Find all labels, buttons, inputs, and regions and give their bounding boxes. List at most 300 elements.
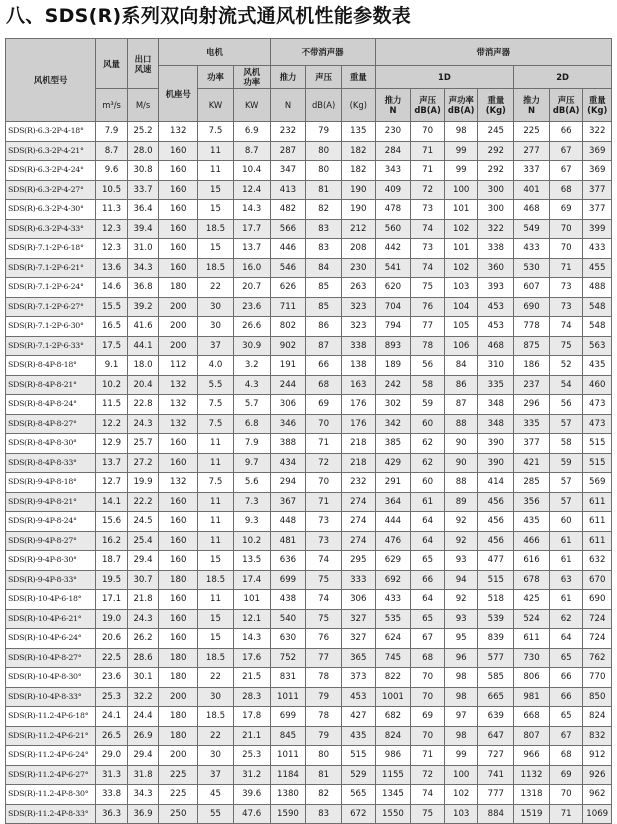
table-row (6, 356, 612, 376)
cell-model: SDS(R)-6.3-2P-4-21° (6, 141, 96, 161)
cell-w2: 377 (583, 200, 612, 220)
cell-flow: 17.5 (96, 336, 128, 356)
cell-p1: 92 (444, 590, 478, 610)
cell-model: SDS(R)-6.3-2P-4-33° (6, 219, 96, 239)
cell-t1: 682 (375, 707, 411, 727)
cell-w1: 539 (478, 609, 514, 629)
cell-t1: 1345 (375, 785, 411, 805)
table-row (6, 512, 612, 532)
cell-s1: 74 (411, 258, 445, 278)
cell-fan-power: 6.9 (233, 122, 270, 142)
cell-model: SDS(R)-10-4P-6-24° (6, 629, 96, 649)
cell-power: 7.5 (198, 395, 234, 415)
cell-nt: 902 (270, 336, 306, 356)
cell-flow: 10.5 (96, 180, 128, 200)
cell-t2: 616 (514, 551, 550, 571)
header-sound: 声压 (306, 66, 342, 89)
cell-model: SDS(R)-8-4P-8-33° (6, 453, 96, 473)
cell-nt: 1590 (270, 804, 306, 824)
cell-nt: 636 (270, 551, 306, 571)
cell-speed: 22.8 (127, 395, 159, 415)
cell-ns: 83 (306, 239, 342, 259)
cell-t1: 1155 (375, 765, 411, 785)
cell-seat: 160 (159, 239, 198, 259)
header-power: 功率 (198, 66, 234, 89)
cell-nw: 529 (341, 765, 375, 785)
cell-p1: 93 (444, 551, 478, 571)
cell-w2: 488 (583, 278, 612, 298)
cell-nw: 138 (341, 356, 375, 376)
cell-w1: 477 (478, 551, 514, 571)
cell-t2: 611 (514, 629, 550, 649)
table-row (6, 726, 612, 746)
cell-seat: 132 (159, 473, 198, 493)
cell-w2: 435 (583, 356, 612, 376)
cell-flow: 13.7 (96, 453, 128, 473)
cell-flow: 12.3 (96, 219, 128, 239)
cell-p1: 106 (444, 336, 478, 356)
cell-seat: 180 (159, 278, 198, 298)
cell-speed: 20.4 (127, 375, 159, 395)
cell-s1: 70 (411, 668, 445, 688)
cell-t1: 560 (375, 219, 411, 239)
cell-fan-power: 30.9 (233, 336, 270, 356)
cell-nw: 435 (341, 726, 375, 746)
cell-s2: 74 (549, 317, 583, 337)
cell-t2: 296 (514, 395, 550, 415)
cell-speed: 21.8 (127, 590, 159, 610)
cell-fan-power: 21.5 (233, 668, 270, 688)
cell-w2: 762 (583, 648, 612, 668)
cell-s2: 56 (549, 395, 583, 415)
cell-w2: 515 (583, 453, 612, 473)
cell-ns: 68 (306, 375, 342, 395)
cell-power: 22 (198, 726, 234, 746)
cell-seat: 160 (159, 434, 198, 454)
cell-nt: 191 (270, 356, 306, 376)
cell-power: 22 (198, 278, 234, 298)
cell-flow: 25.3 (96, 687, 128, 707)
cell-fan-power: 6.8 (233, 414, 270, 434)
cell-nw: 295 (341, 551, 375, 571)
cell-model: SDS(R)-11.2-4P-8-33° (6, 804, 96, 824)
cell-fan-power: 5.6 (233, 473, 270, 493)
cell-flow: 29.0 (96, 746, 128, 766)
cell-ns: 80 (306, 161, 342, 181)
cell-w1: 338 (478, 239, 514, 259)
cell-w1: 456 (478, 492, 514, 512)
cell-w1: 453 (478, 317, 514, 337)
cell-t2: 335 (514, 414, 550, 434)
cell-p1: 99 (444, 161, 478, 181)
cell-nw: 176 (341, 414, 375, 434)
cell-fan-power: 12.1 (233, 609, 270, 629)
cell-t2: 435 (514, 512, 550, 532)
cell-s2: 70 (549, 785, 583, 805)
cell-p1: 101 (444, 200, 478, 220)
cell-power: 18.5 (198, 219, 234, 239)
cell-s1: 56 (411, 356, 445, 376)
cell-s2: 57 (549, 473, 583, 493)
cell-s2: 54 (549, 375, 583, 395)
cell-seat: 132 (159, 122, 198, 142)
cell-s2: 67 (549, 161, 583, 181)
cell-s2: 62 (549, 609, 583, 629)
cell-seat: 160 (159, 258, 198, 278)
cell-s1: 78 (411, 336, 445, 356)
cell-power: 11 (198, 453, 234, 473)
cell-nw: 274 (341, 492, 375, 512)
cell-w1: 884 (478, 804, 514, 824)
cell-p1: 98 (444, 726, 478, 746)
cell-model: SDS(R)-11.2-4P-6-24° (6, 746, 96, 766)
cell-speed: 41.6 (127, 317, 159, 337)
header-fan-power (233, 66, 270, 89)
cell-t2: 690 (514, 297, 550, 317)
cell-t2: 285 (514, 473, 550, 493)
cell-s2: 67 (549, 726, 583, 746)
cell-t2: 530 (514, 258, 550, 278)
cell-w2: 632 (583, 551, 612, 571)
cell-flow: 16.5 (96, 317, 128, 337)
cell-fan-power: 3.2 (233, 356, 270, 376)
cell-speed: 29.4 (127, 551, 159, 571)
cell-t2: 875 (514, 336, 550, 356)
cell-p1: 98 (444, 122, 478, 142)
cell-nw: 373 (341, 668, 375, 688)
cell-t1: 986 (375, 746, 411, 766)
cell-w2: 433 (583, 239, 612, 259)
cell-flow: 26.5 (96, 726, 128, 746)
table-row (6, 765, 612, 785)
cell-p1: 100 (444, 180, 478, 200)
cell-w2: 399 (583, 219, 612, 239)
cell-speed: 36.4 (127, 200, 159, 220)
cell-speed: 25.2 (127, 122, 159, 142)
cell-t2: 237 (514, 375, 550, 395)
cell-p1: 88 (444, 414, 478, 434)
cell-ns: 79 (306, 122, 342, 142)
cell-w1: 335 (478, 375, 514, 395)
cell-t2: 1318 (514, 785, 550, 805)
cell-model: SDS(R)-8-4P-8-18° (6, 356, 96, 376)
cell-fan-power: 26.6 (233, 317, 270, 337)
cell-model: SDS(R)-7.1-2P-6-30° (6, 317, 96, 337)
cell-model: SDS(R)-11.2-4P-8-30° (6, 785, 96, 805)
table-row (6, 590, 612, 610)
cell-seat: 160 (159, 551, 198, 571)
cell-ns: 66 (306, 356, 342, 376)
unit-weight: (Kg) (341, 89, 375, 122)
cell-power: 55 (198, 804, 234, 824)
cell-nt: 752 (270, 648, 306, 668)
cell-nw: 453 (341, 687, 375, 707)
cell-flow: 15.6 (96, 512, 128, 532)
cell-power: 5.5 (198, 375, 234, 395)
cell-model: SDS(R)-9-4P-8-18° (6, 473, 96, 493)
cell-s1: 75 (411, 804, 445, 824)
cell-speed: 28.0 (127, 141, 159, 161)
cell-s1: 67 (411, 629, 445, 649)
cell-ns: 82 (306, 785, 342, 805)
unit-power: KW (198, 89, 234, 122)
cell-ns: 71 (306, 492, 342, 512)
cell-seat: 160 (159, 629, 198, 649)
cell-t2: 806 (514, 668, 550, 688)
cell-nw: 218 (341, 434, 375, 454)
cell-flow: 12.3 (96, 239, 128, 259)
table-row (6, 707, 612, 727)
cell-ns: 78 (306, 668, 342, 688)
cell-fan-power: 10.2 (233, 531, 270, 551)
table-row (6, 746, 612, 766)
cell-seat: 132 (159, 414, 198, 434)
cell-speed: 25.4 (127, 531, 159, 551)
table-row (6, 122, 612, 142)
cell-p1: 101 (444, 239, 478, 259)
cell-t2: 1132 (514, 765, 550, 785)
cell-fan-power: 13.5 (233, 551, 270, 571)
cell-power: 15 (198, 551, 234, 571)
cell-power: 4.0 (198, 356, 234, 376)
cell-w2: 690 (583, 590, 612, 610)
cell-w1: 585 (478, 668, 514, 688)
cell-p1: 104 (444, 297, 478, 317)
cell-t1: 1001 (375, 687, 411, 707)
cell-s2: 61 (549, 531, 583, 551)
cell-s2: 71 (549, 804, 583, 824)
cell-speed: 31.8 (127, 765, 159, 785)
cell-speed: 30.8 (127, 161, 159, 181)
cell-nt: 699 (270, 570, 306, 590)
cell-nt: 699 (270, 707, 306, 727)
table-row (6, 531, 612, 551)
cell-w1: 245 (478, 122, 514, 142)
cell-s2: 57 (549, 414, 583, 434)
cell-model: SDS(R)-7.1-2P-6-21° (6, 258, 96, 278)
cell-t1: 284 (375, 141, 411, 161)
cell-power: 30 (198, 746, 234, 766)
cell-s1: 73 (411, 200, 445, 220)
cell-p1: 105 (444, 317, 478, 337)
cell-ns: 81 (306, 765, 342, 785)
cell-t1: 364 (375, 492, 411, 512)
header-2d-thrust: 推力 N (514, 89, 550, 122)
cell-model: SDS(R)-8-4P-8-30° (6, 434, 96, 454)
cell-w2: 455 (583, 258, 612, 278)
cell-nt: 388 (270, 434, 306, 454)
cell-speed: 44.1 (127, 336, 159, 356)
cell-s1: 69 (411, 707, 445, 727)
cell-flow: 22.5 (96, 648, 128, 668)
cell-seat: 160 (159, 161, 198, 181)
cell-nw: 190 (341, 180, 375, 200)
cell-nt: 448 (270, 512, 306, 532)
cell-nw: 218 (341, 453, 375, 473)
cell-seat: 112 (159, 356, 198, 376)
cell-w2: 850 (583, 687, 612, 707)
cell-w1: 577 (478, 648, 514, 668)
cell-power: 11 (198, 512, 234, 532)
cell-w1: 390 (478, 434, 514, 454)
cell-nw: 176 (341, 395, 375, 415)
cell-speed: 34.3 (127, 785, 159, 805)
cell-w2: 611 (583, 492, 612, 512)
unit-speed: M/s (127, 89, 159, 122)
cell-p1: 90 (444, 453, 478, 473)
cell-nt: 346 (270, 414, 306, 434)
cell-w1: 292 (478, 161, 514, 181)
cell-fan-power: 7.3 (233, 492, 270, 512)
cell-s2: 66 (549, 687, 583, 707)
cell-w2: 832 (583, 726, 612, 746)
cell-t1: 433 (375, 590, 411, 610)
cell-s1: 74 (411, 785, 445, 805)
cell-power: 11 (198, 531, 234, 551)
cell-nt: 367 (270, 492, 306, 512)
cell-w1: 647 (478, 726, 514, 746)
cell-t1: 476 (375, 531, 411, 551)
cell-t2: 337 (514, 161, 550, 181)
header-flow: 风量 (96, 39, 128, 89)
cell-fan-power: 14.3 (233, 200, 270, 220)
cell-t2: 524 (514, 609, 550, 629)
cell-t1: 624 (375, 629, 411, 649)
cell-nw: 163 (341, 375, 375, 395)
cell-p1: 92 (444, 531, 478, 551)
cell-nw: 327 (341, 629, 375, 649)
cell-flow: 33.8 (96, 785, 128, 805)
cell-speed: 24.3 (127, 414, 159, 434)
cell-nt: 566 (270, 219, 306, 239)
cell-s2: 66 (549, 122, 583, 142)
table-row (6, 375, 612, 395)
cell-seat: 180 (159, 668, 198, 688)
cell-nt: 630 (270, 629, 306, 649)
header-1d-weight: 重量 (Kg) (478, 89, 514, 122)
cell-t1: 704 (375, 297, 411, 317)
cell-p1: 93 (444, 609, 478, 629)
cell-fan-power: 23.6 (233, 297, 270, 317)
cell-power: 15 (198, 180, 234, 200)
cell-fan-power: 4.3 (233, 375, 270, 395)
cell-flow: 14.6 (96, 278, 128, 298)
cell-speed: 18.0 (127, 356, 159, 376)
cell-s2: 69 (549, 765, 583, 785)
table-row (6, 278, 612, 298)
cell-nw: 306 (341, 590, 375, 610)
cell-power: 11 (198, 590, 234, 610)
cell-s1: 58 (411, 375, 445, 395)
cell-t2: 277 (514, 141, 550, 161)
cell-seat: 132 (159, 375, 198, 395)
cell-s1: 70 (411, 687, 445, 707)
cell-flow: 12.9 (96, 434, 128, 454)
cell-model: SDS(R)-10-4P-6-21° (6, 609, 96, 629)
cell-w1: 300 (478, 200, 514, 220)
cell-nt: 540 (270, 609, 306, 629)
cell-t1: 629 (375, 551, 411, 571)
cell-nt: 481 (270, 531, 306, 551)
cell-flow: 19.0 (96, 609, 128, 629)
cell-w1: 468 (478, 336, 514, 356)
cell-ns: 81 (306, 180, 342, 200)
cell-ns: 71 (306, 434, 342, 454)
cell-fan-power: 9.3 (233, 512, 270, 532)
cell-model: SDS(R)-10-4P-8-27° (6, 648, 96, 668)
cell-model: SDS(R)-6.3-2P-4-24° (6, 161, 96, 181)
table-row (6, 258, 612, 278)
cell-nt: 244 (270, 375, 306, 395)
cell-nw: 232 (341, 473, 375, 493)
cell-w2: 369 (583, 161, 612, 181)
cell-w2: 611 (583, 531, 612, 551)
cell-nw: 182 (341, 161, 375, 181)
cell-seat: 180 (159, 707, 198, 727)
cell-t2: 433 (514, 239, 550, 259)
cell-w2: 369 (583, 141, 612, 161)
cell-s2: 58 (549, 434, 583, 454)
cell-p1: 96 (444, 648, 478, 668)
cell-power: 11 (198, 141, 234, 161)
cell-t1: 189 (375, 356, 411, 376)
header-speed (127, 39, 159, 89)
cell-w2: 724 (583, 629, 612, 649)
cell-s2: 64 (549, 629, 583, 649)
cell-w2: 548 (583, 317, 612, 337)
cell-ns: 75 (306, 609, 342, 629)
cell-nw: 182 (341, 141, 375, 161)
cell-speed: 39.2 (127, 297, 159, 317)
cell-w1: 322 (478, 219, 514, 239)
cell-s1: 71 (411, 746, 445, 766)
header-1d-thrust: 推力 N (375, 89, 411, 122)
cell-t1: 824 (375, 726, 411, 746)
cell-power: 30 (198, 317, 234, 337)
cell-nw: 365 (341, 648, 375, 668)
cell-ns: 83 (306, 804, 342, 824)
cell-speed: 26.9 (127, 726, 159, 746)
cell-fan-power: 14.3 (233, 629, 270, 649)
table-row (6, 161, 612, 181)
cell-model: SDS(R)-6.3-2P-4-27° (6, 180, 96, 200)
table-row (6, 570, 612, 590)
cell-s2: 70 (549, 219, 583, 239)
cell-t1: 230 (375, 122, 411, 142)
header-motor-group: 电机 (159, 39, 270, 66)
cell-w1: 518 (478, 590, 514, 610)
cell-s1: 75 (411, 278, 445, 298)
cell-model: SDS(R)-7.1-2P-6-18° (6, 239, 96, 259)
cell-t1: 444 (375, 512, 411, 532)
cell-t2: 981 (514, 687, 550, 707)
table-row (6, 317, 612, 337)
cell-seat: 160 (159, 219, 198, 239)
cell-flow: 11.5 (96, 395, 128, 415)
cell-s1: 61 (411, 492, 445, 512)
cell-w1: 348 (478, 395, 514, 415)
cell-nw: 274 (341, 531, 375, 551)
cell-ns: 80 (306, 746, 342, 766)
cell-nw: 274 (341, 512, 375, 532)
cell-nw: 323 (341, 317, 375, 337)
cell-w1: 639 (478, 707, 514, 727)
cell-w2: 473 (583, 414, 612, 434)
cell-fan-power: 47.6 (233, 804, 270, 824)
cell-nt: 831 (270, 668, 306, 688)
cell-ns: 72 (306, 453, 342, 473)
cell-nt: 482 (270, 200, 306, 220)
